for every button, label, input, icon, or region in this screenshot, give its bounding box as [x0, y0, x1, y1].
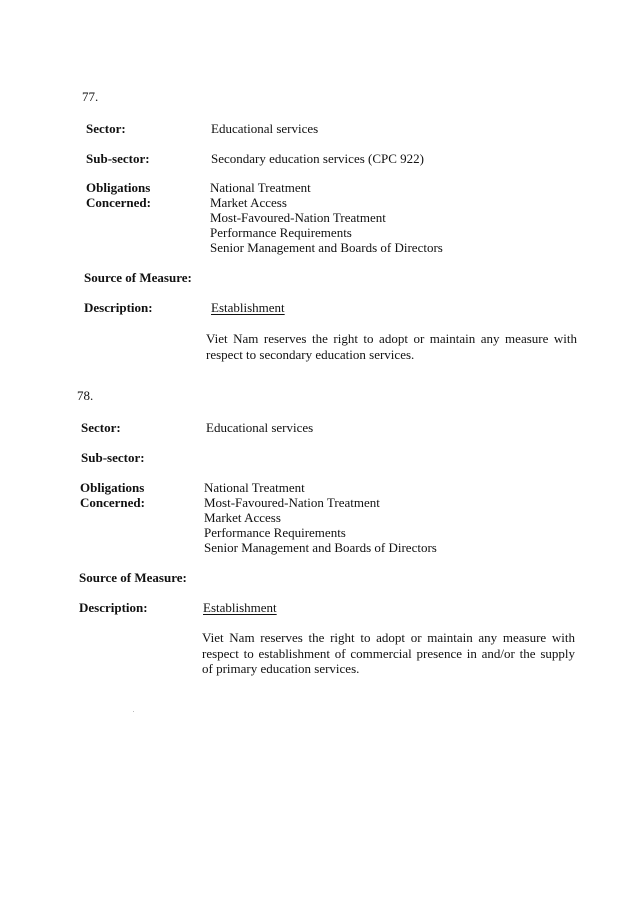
obligations-label-line-1: Obligations — [80, 480, 145, 495]
obligations-label — [86, 180, 151, 210]
sector-value: Educational services — [211, 121, 319, 136]
description-heading: Establishment — [203, 600, 277, 615]
description-text: Viet Nam reserves the right to adopt or maintain any measure with respect to establishment of commercial presence in and/or the supply of primary education services. — [202, 630, 575, 676]
sub-sector-label: Sub-sector: — [81, 450, 145, 465]
entry-number: 78. — [77, 388, 94, 403]
obligations-label-line-2: Concerned: — [86, 195, 151, 210]
obligation-item: Performance Requirements — [204, 525, 346, 540]
obligations-label — [80, 480, 145, 510]
obligation-item: Most-Favoured-Nation Treatment — [210, 210, 386, 225]
source-of-measure-label: Source of Measure: — [84, 270, 192, 285]
sub-sector-value: Secondary education services (CPC 922) — [211, 151, 425, 166]
obligation-item: Senior Management and Boards of Directors — [210, 240, 443, 255]
obligation-item: National Treatment — [204, 480, 305, 495]
sector-label: Sector: — [81, 420, 121, 435]
description-text: Viet Nam reserves the right to adopt or maintain any measure with respect to secondary education services. — [206, 331, 577, 362]
sub-sector-label: Sub-sector: — [86, 151, 150, 166]
obligation-item: Senior Management and Boards of Directors — [204, 540, 437, 555]
obligation-item: Market Access — [210, 195, 287, 210]
sector-label: Sector: — [86, 121, 126, 136]
obligation-item: National Treatment — [210, 180, 311, 195]
obligation-item: Most-Favoured-Nation Treatment — [204, 495, 380, 510]
obligations-list — [204, 480, 437, 555]
description-heading: Establishment — [211, 300, 285, 315]
obligation-item: Market Access — [204, 510, 281, 525]
obligations-label-line-1: Obligations — [86, 180, 151, 195]
scan-speck — [133, 711, 134, 712]
obligations-list — [210, 180, 443, 255]
obligations-label-line-2: Concerned: — [80, 495, 145, 510]
description-label: Description: — [79, 600, 148, 615]
source-of-measure-label: Source of Measure: — [79, 570, 187, 585]
description-label: Description: — [84, 300, 153, 315]
obligation-item: Performance Requirements — [210, 225, 352, 240]
sector-value: Educational services — [206, 420, 314, 435]
entry-number: 77. — [82, 89, 99, 104]
